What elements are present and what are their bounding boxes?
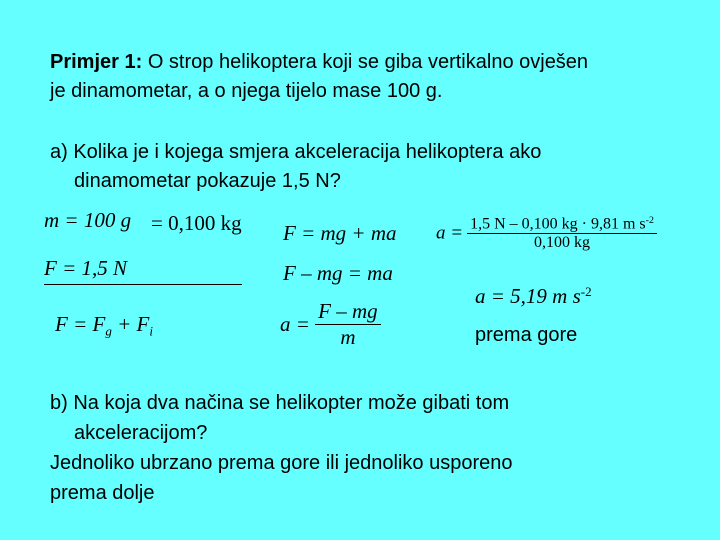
numeric-solution-lhs: a = xyxy=(436,222,464,244)
force-sum-sub-i: i xyxy=(149,323,153,339)
given-mass-text: m = 100 g xyxy=(44,208,132,232)
acceleration-formula-denominator: m xyxy=(340,325,356,349)
question-a-line-2: dinamometar pokazuje 1,5 N? xyxy=(74,170,341,192)
example-text-1: O strop helikoptera koji se giba vertikalno ovješen xyxy=(142,51,589,73)
question-a-line-1: a) Kolika je i kojega smjera akceleracija helikoptera ako xyxy=(50,141,542,163)
numeric-solution-numerator-exponent: -2 xyxy=(645,215,654,226)
acceleration-result xyxy=(475,284,592,309)
numeric-solution-denominator: 0,100 kg xyxy=(533,234,590,252)
equation-1: F = mg + ma xyxy=(283,221,397,245)
question-b-line-1: b) Na koja dva načina se helikopter može gibati tom xyxy=(50,392,510,414)
given-mass-converted: = 0,100 kg xyxy=(151,211,242,235)
acceleration-result-text: a = 5,19 m s xyxy=(475,284,581,309)
force-sum-sub-g: g xyxy=(105,323,112,339)
answer-b-line-2: prema dolje xyxy=(50,482,155,504)
given-force: F = 1,5 N xyxy=(44,256,128,280)
force-sum-lhs: F = F xyxy=(55,312,106,336)
given-divider-line xyxy=(44,284,242,285)
question-a xyxy=(50,138,541,196)
given-mass xyxy=(44,208,131,233)
numeric-solution-fraction xyxy=(467,215,657,252)
acceleration-formula-lhs: a = xyxy=(280,312,310,336)
acceleration-formula-fraction xyxy=(315,299,381,350)
numeric-solution xyxy=(436,215,657,252)
acceleration-result-exponent: -2 xyxy=(580,284,592,299)
acceleration-formula xyxy=(280,299,381,350)
answer-b-line-1: Jednoliko ubrzano prema gore ili jednoliko usporeno xyxy=(50,452,513,474)
equation-2: F – mg = ma xyxy=(283,261,393,285)
numeric-solution-numerator-text: 1,5 N – 0,100 kg · 9,81 m s xyxy=(470,215,646,233)
numeric-solution-numerator xyxy=(467,215,657,234)
example-line-2: je dinamometar, a o njega tijelo mase 100 g. xyxy=(50,80,443,102)
example-label: Primjer 1: xyxy=(50,51,143,73)
force-sum-plus: + F xyxy=(111,312,150,336)
question-b xyxy=(50,388,513,508)
force-sum-equation xyxy=(55,312,153,340)
acceleration-formula-numerator: F – mg xyxy=(315,299,381,325)
example-statement xyxy=(50,48,588,106)
question-b-line-2: akceleracijom? xyxy=(74,422,208,444)
example-line-1 xyxy=(50,48,588,77)
acceleration-direction: prema gore xyxy=(475,324,578,346)
